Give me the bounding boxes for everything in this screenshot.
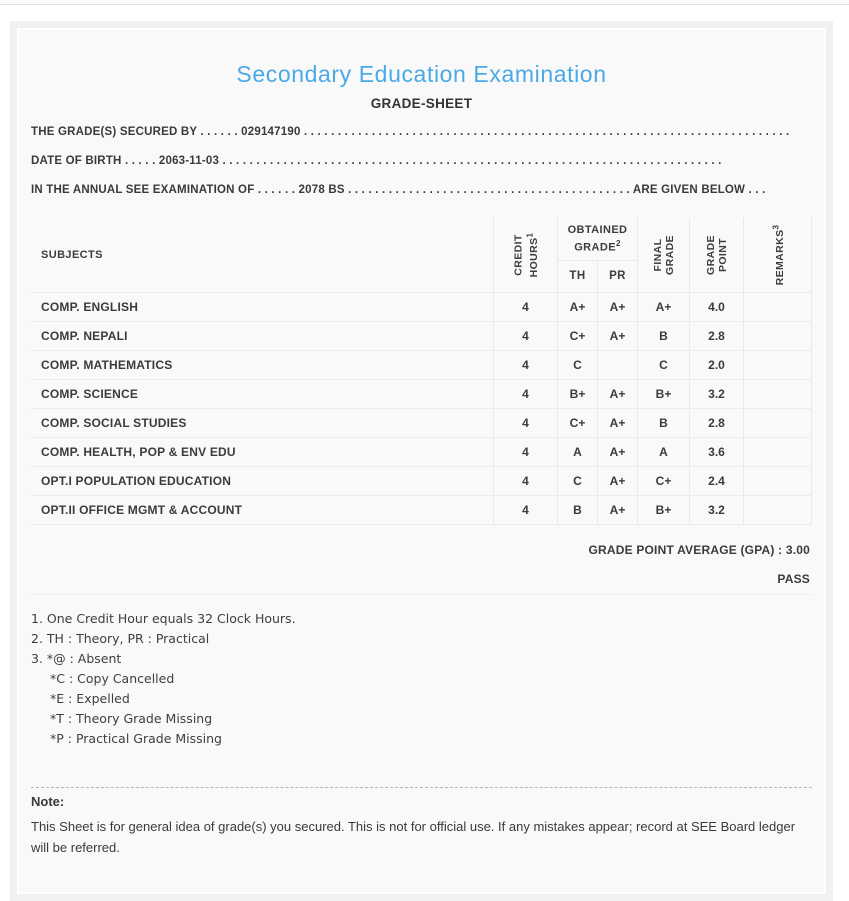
credit-hours-cell: 4 [494,322,558,351]
info-line: IN THE ANNUAL SEE EXAMINATION OF . . . . . . 2078 BS . . . . . . . . . . . . . . . . . . . . . . . . . . . . . . . . . . . . . . . . . . ARE GIVEN BELOW . . . [31,184,766,196]
table-row [31,467,812,496]
footnote-item: *E : Expelled [50,691,130,706]
remarks-cell [744,409,812,438]
theory-grade-cell: C [558,351,598,380]
subject-cell: OPT.II OFFICE MGMT & ACCOUNT [31,496,494,525]
footnotes-section [31,609,812,749]
subject-cell: COMP. HEALTH, POP & ENV EDU [31,438,494,467]
final-grade-cell: C [638,351,690,380]
grade-point-cell: 3.2 [690,496,744,525]
remarks-cell [744,293,812,322]
header-final-grade: FINAL GRADE [638,218,690,293]
credit-hours-cell: 4 [494,409,558,438]
theory-grade-cell: C+ [558,322,598,351]
final-grade-cell: B [638,409,690,438]
header-grade-point: GRADE POINT [690,218,744,293]
grade-point-cell: 2.4 [690,467,744,496]
subject-cell: COMP. ENGLISH [31,293,494,322]
note-body: This Sheet is for general idea of grade(s) you secured. This is not for official use. If any mistakes appear; record at SEE Board ledger will be referred. [31,819,796,855]
final-grade-cell: A+ [638,293,690,322]
credit-hours-cell: 4 [494,380,558,409]
credit-hours-cell: 4 [494,467,558,496]
practical-grade-cell: A+ [598,438,638,467]
header-credit-hours: CREDIT HOURS$^1$ [494,218,558,293]
table-row [31,322,812,351]
subject-cell: OPT.I POPULATION EDUCATION [31,467,494,496]
summary-section [31,525,812,595]
table-row [31,438,812,467]
remarks-cell [744,351,812,380]
practical-grade-cell: A+ [598,293,638,322]
gpa-line: GRADE POINT AVERAGE (GPA) : 3.00 [588,543,810,557]
table-row [31,293,812,322]
footnote-item: 2. TH : Theory, PR : Practical [31,631,210,646]
header-theory: TH [558,260,598,292]
credit-hours-cell: 4 [494,438,558,467]
page-title: Secondary Education Examination [236,61,607,87]
remarks-cell [744,496,812,525]
dashed-divider [31,787,812,788]
subject-cell: COMP. NEPALI [31,322,494,351]
practical-grade-cell: A+ [598,496,638,525]
table-row [31,380,812,409]
final-grade-cell: C+ [638,467,690,496]
header-obtained-grade: OBTAINED GRADE$^2$ [558,218,638,260]
remarks-cell [744,467,812,496]
grade-point-cell: 2.8 [690,322,744,351]
footnote-item: *T : Theory Grade Missing [50,711,213,726]
footnote-item: *C : Copy Cancelled [50,671,175,686]
footnote-item: 1. One Credit Hour equals 32 Clock Hours. [31,611,296,626]
header-subjects: SUBJECTS [31,218,494,293]
grades-table [31,218,812,525]
footnote-item: 3. *@ : Absent [31,651,122,666]
theory-grade-cell: C+ [558,409,598,438]
subject-cell: COMP. SCIENCE [31,380,494,409]
footnote-item: *P : Practical Grade Missing [50,731,222,746]
practical-grade-cell [598,351,638,380]
grade-sheet-card [17,28,826,894]
grade-point-cell: 3.2 [690,380,744,409]
theory-grade-cell: B [558,496,598,525]
final-grade-cell: A [638,438,690,467]
credit-hours-cell: 4 [494,496,558,525]
candidate-info [31,118,812,205]
header-practical: PR [598,260,638,292]
top-navbar [0,0,849,5]
remarks-cell [744,380,812,409]
info-line: THE GRADE(S) SECURED BY . . . . . . 029147190 . . . . . . . . . . . . . . . . . . . . . . . . . . . . . . . . . . . . . . . . . . . . . . . . . . . . . . . . . . . . . . . . . . . . . . . . [31,126,790,138]
grade-point-cell: 2.0 [690,351,744,380]
result-status: PASS [777,572,810,586]
credit-hours-cell: 4 [494,293,558,322]
grade-point-cell: 2.8 [690,409,744,438]
content-panel [10,21,833,901]
table-row [31,351,812,380]
sheet-subtitle: GRADE-SHEET [370,96,473,111]
practical-grade-cell: A+ [598,409,638,438]
theory-grade-cell: C [558,467,598,496]
practical-grade-cell: A+ [598,467,638,496]
grade-point-cell: 3.6 [690,438,744,467]
final-grade-cell: B [638,322,690,351]
subject-cell: COMP. SOCIAL STUDIES [31,409,494,438]
final-grade-cell: B+ [638,496,690,525]
theory-grade-cell: A [558,438,598,467]
grade-point-cell: 4.0 [690,293,744,322]
note-title: Note: [31,794,65,809]
theory-grade-cell: B+ [558,380,598,409]
credit-hours-cell: 4 [494,351,558,380]
table-row [31,409,812,438]
practical-grade-cell: A+ [598,380,638,409]
remarks-cell [744,438,812,467]
info-line: DATE OF BIRTH . . . . . 2063-11-03 . . . . . . . . . . . . . . . . . . . . . . . . . . . . . . . . . . . . . . . . . . . . . . . . . . . . . . . . . . . . . . . . . . . . . . . . . . [31,155,722,167]
table-row [31,496,812,525]
theory-grade-cell: A+ [558,293,598,322]
subject-cell: COMP. MATHEMATICS [31,351,494,380]
final-grade-cell: B+ [638,380,690,409]
remarks-cell [744,322,812,351]
practical-grade-cell: A+ [598,322,638,351]
header-remarks: REMARKS$^3$ [744,218,812,293]
